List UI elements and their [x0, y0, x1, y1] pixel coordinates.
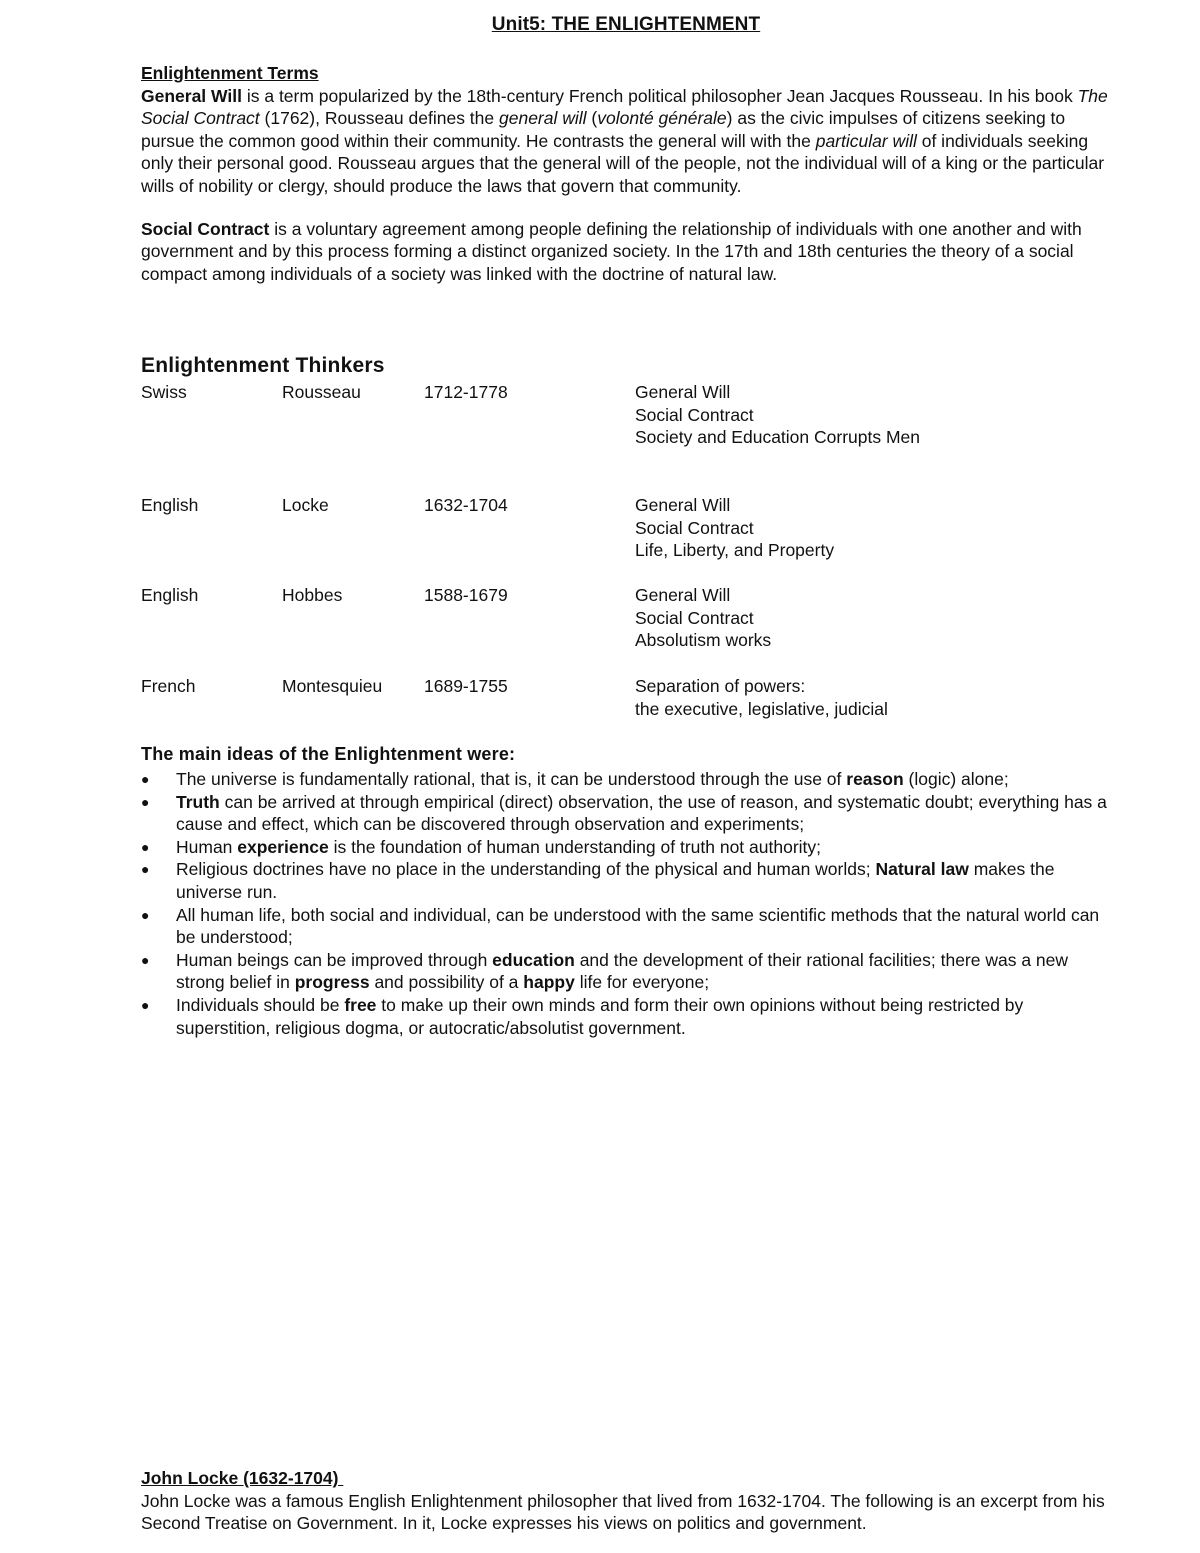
bullet-icon: ●: [141, 996, 150, 1013]
text-run: is a voluntary agreement among people defining the relationship of individuals with one another and with government and by this process forming a distinct organized society. In the 17th and 18th centuries the theory of a social compact among individuals of a society was linked with the doctrine of natural law.: [141, 218, 1082, 284]
thinker-ideas: [635, 494, 834, 562]
key-term: free: [344, 994, 377, 1015]
bullet-icon: ●: [141, 861, 150, 878]
bullet-icon: ●: [141, 771, 150, 787]
text-run: to make up their own minds and form their own opinions without being restricted by superstition, religious dogma, or autocratic/absolutist government.: [176, 994, 1024, 1038]
french-term: volonté générale: [597, 108, 727, 129]
text-run: (1762), Rousseau defines the: [259, 108, 499, 129]
idea-line: Separation of powers:: [635, 676, 806, 696]
list-item: [141, 949, 1116, 994]
key-term: Truth: [176, 791, 220, 812]
list-item: [141, 858, 1116, 903]
text-run: (logic) alone;: [903, 769, 1009, 789]
social-contract-paragraph: [141, 218, 1111, 286]
text-run: Religious doctrines have no place in the understanding of the physical and human worlds;: [176, 859, 876, 880]
social-contract-term: Social Contract: [141, 218, 270, 239]
general-will-paragraph: [141, 85, 1111, 198]
thinker-name: Hobbes: [282, 585, 343, 605]
text-run: and possibility of a: [369, 972, 524, 993]
thinker-years: 1632-1704: [424, 495, 508, 515]
main-ideas-heading: The main ideas of the Enlightenment were:: [141, 744, 516, 764]
idea-line: the executive, legislative, judicial: [635, 698, 888, 719]
thinker-ideas: [635, 675, 888, 720]
key-term: progress: [294, 972, 370, 993]
terms-section: [141, 62, 1111, 285]
book-title: The Social Contract: [141, 85, 1108, 129]
text-run: and the development of their rational facilities; there was a new strong belief in: [176, 949, 1069, 993]
text-run: ) as the civic impulses of citizens seeking to pursue the common good within their community. He contrasts the general will with the: [141, 108, 1066, 151]
idea-line: General Will: [635, 585, 731, 605]
thinker-nationality: English: [141, 585, 199, 605]
thinker-name: Montesquieu: [282, 676, 383, 696]
general-will-italic: general will: [499, 108, 587, 129]
text-run: Human beings can be improved through: [176, 949, 493, 970]
list-item: [141, 791, 1116, 836]
idea-line: Social Contract: [635, 517, 754, 538]
idea-line: General Will: [635, 382, 731, 402]
idea-line: Social Contract: [635, 404, 754, 425]
text-run: can be arrived at through empirical (direct) observation, the use of reason, and systematic doubt; everything has a cause and effect, which can be discovered through observation and experiments;: [176, 791, 1107, 835]
locke-intro-text: John Locke was a famous English Enlightenment philosopher that lived from 1632-1704. The following is an excerpt from his Second Treatise on Government. In it, Locke expresses his views on politics and government.: [141, 1490, 1105, 1534]
thinker-years: 1689-1755: [424, 676, 508, 696]
key-term: reason: [846, 769, 904, 789]
text-run: Human: [176, 836, 238, 857]
locke-heading: John Locke (1632-1704): [141, 1468, 344, 1488]
idea-line: Social Contract: [635, 607, 754, 628]
general-will-term: General Will: [141, 85, 242, 106]
idea-line: Absolutism works: [635, 630, 772, 651]
terms-heading: Enlightenment Terms: [141, 63, 319, 83]
thinker-nationality: Swiss: [141, 382, 187, 402]
key-term: experience: [237, 836, 329, 857]
text-run: makes the universe run.: [176, 859, 1055, 902]
text-run: of individuals seeking only their personal good. Rousseau argues that the general will of the people, not the individual will of a king or the particular wills of nobility or clergy, should produce the laws that govern that community.: [141, 130, 1105, 196]
thinker-years: 1712-1778: [424, 382, 508, 402]
list-item: [141, 994, 1116, 1039]
thinker-name: Rousseau: [282, 382, 361, 402]
key-term: Natural law: [875, 859, 969, 880]
text-run: (: [586, 108, 598, 129]
thinker-nationality: French: [141, 676, 196, 696]
text-run: The universe is fundamentally rational, that is, it can be understood through the use of: [176, 769, 847, 789]
key-term: happy: [523, 972, 575, 993]
bullet-icon: ●: [141, 793, 150, 810]
bullet-icon: ●: [141, 838, 150, 855]
main-ideas-list: [141, 768, 1116, 1039]
text-run: life for everyone;: [574, 972, 710, 993]
idea-line: General Will: [635, 495, 731, 515]
thinker-ideas: [635, 584, 771, 652]
thinker-nationality: English: [141, 495, 199, 515]
idea-line: Life, Liberty, and Property: [635, 540, 835, 561]
locke-section: [141, 1467, 1116, 1535]
list-item: [141, 836, 1116, 859]
page-title: Unit5: THE ENLIGHTENMENT: [491, 14, 761, 35]
bullet-icon: ●: [141, 906, 150, 923]
text-run: All human life, both social and individual, can be understood with the same scientific methods that the natural world can be understood;: [176, 904, 1100, 948]
text-run: is the foundation of human understanding of truth not authority;: [328, 836, 822, 857]
thinkers-heading: Enlightenment Thinkers: [141, 354, 385, 377]
list-item: [141, 768, 1116, 791]
text-run: is a term popularized by the 18th-century French political philosopher Jean Jacques Rousseau. In his book: [241, 85, 1078, 106]
particular-will-italic: particular will: [815, 130, 917, 151]
bullet-icon: ●: [141, 951, 150, 968]
thinker-years: 1588-1679: [424, 585, 508, 605]
key-term: education: [492, 949, 575, 970]
text-run: Individuals should be: [176, 994, 345, 1015]
idea-line: Society and Education Corrupts Men: [635, 427, 921, 448]
thinker-name: Locke: [282, 495, 329, 515]
thinker-ideas: [635, 381, 920, 449]
list-item: [141, 904, 1116, 949]
